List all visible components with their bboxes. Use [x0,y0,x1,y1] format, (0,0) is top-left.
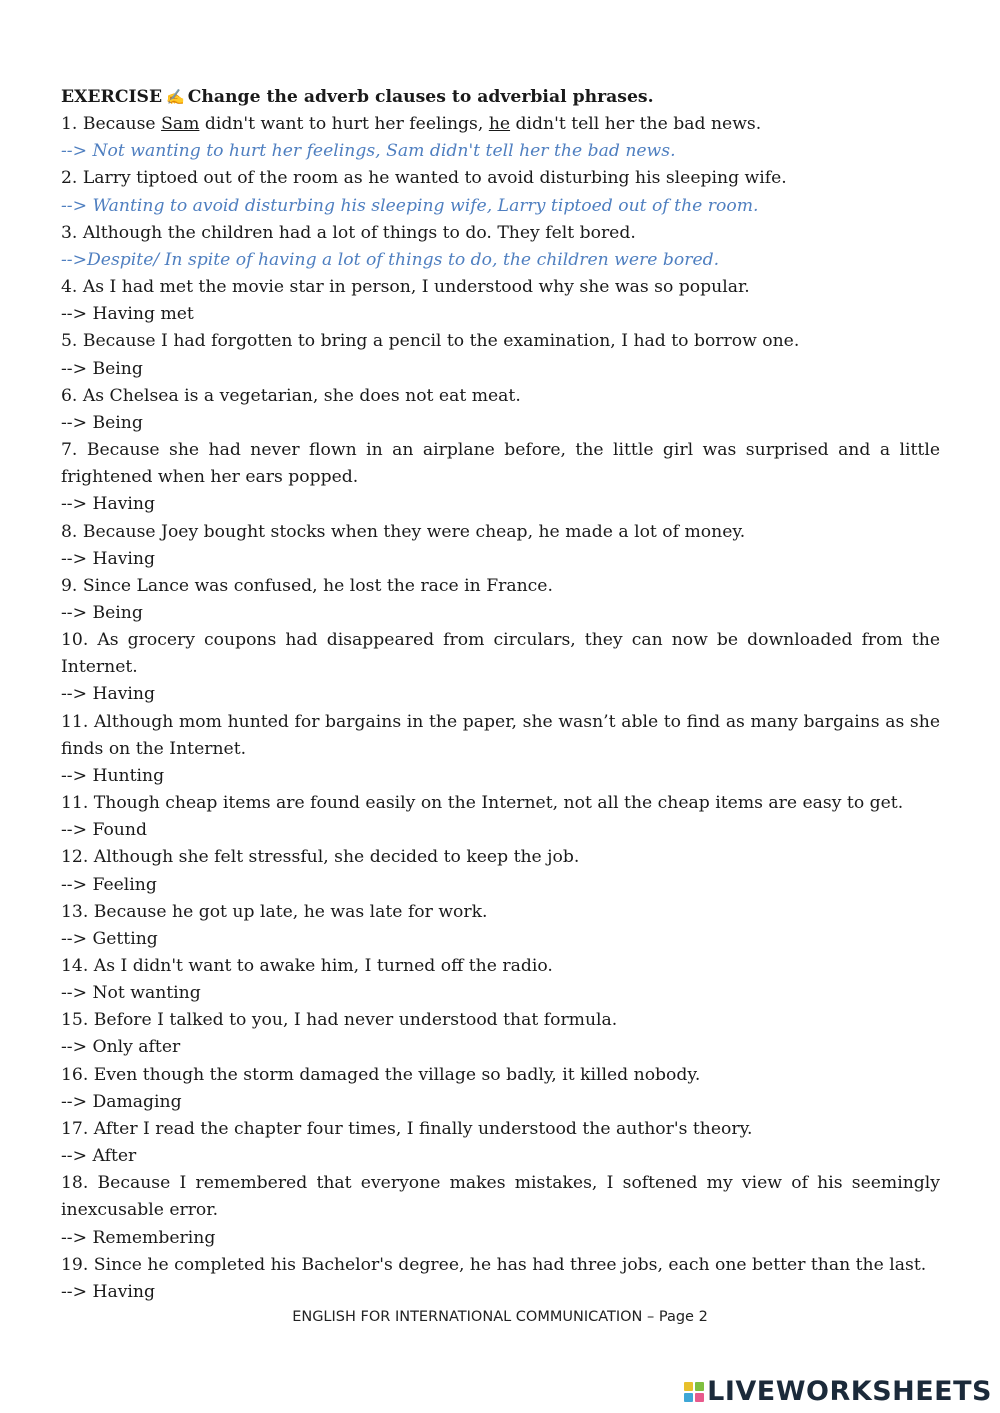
question-1-part-c: didn't tell her the bad news. [510,114,762,135]
page-footer: ENGLISH FOR INTERNATIONAL COMMUNICATION – Page 2 [292,1309,708,1325]
question-line: 19. Since he completed his Bachelor's degree, he has had three jobs, each one better than the last. [61,1254,927,1275]
question-line: 8. Because Joey bought stocks when they were cheap, he made a lot of money. [61,521,746,542]
exercise-title-prefix: EXERCISE [61,87,163,107]
answer-prompt-line: --> Hunting [61,765,165,786]
exercise-title-text: Change the adverb clauses to adverbial phrases. [187,87,654,107]
answer-prompt-line: --> Only after [61,1037,181,1058]
question-line: 10. As grocery coupons had disappeared from circulars, they can now be downloaded from the Internet. [61,630,940,678]
worksheet-body [61,84,940,1306]
logo-square-2 [695,1382,704,1391]
answer-prompt-line: --> Feeling [61,874,157,895]
question-1-underline-sam: Sam [161,114,200,135]
question-line: 14. As I didn't want to awake him, I turned off the radio. [61,956,553,976]
liveworksheets-logo-icon [684,1382,704,1402]
logo-square-3 [684,1393,693,1402]
question-line: 17. After I read the chapter four times, I finally understood the author's theory. [61,1118,753,1139]
answer-prompt-line: --> Having [61,494,155,515]
question-1-underline-he: he [488,114,511,135]
question-line: 15. Before I talked to you, I had never understood that formula. [61,1010,618,1031]
question-line: 16. Even though the storm damaged the village so badly, it killed nobody. [61,1064,701,1085]
question-line: 18. Because I remembered that everyone makes mistakes, I softened my view of his seemingly inexcusable error. [61,1173,940,1221]
question-line: 11. Though cheap items are found easily on the Internet, not all the cheap items are easy to get. [61,793,904,814]
question-line: 12. Although she felt stressful, she decided to keep the job. [61,847,580,868]
answer-prompt-line: --> Having met [61,304,194,325]
liveworksheets-brand[interactable] [684,1376,992,1407]
question-1-part-a: 1. Because [61,114,162,135]
logo-square-1 [684,1382,693,1391]
answer-prompt-line: --> After [61,1146,137,1167]
answer-prompt-line: --> Damaging [61,1091,182,1112]
writing-hand-icon: ✍ [166,88,185,106]
question-line: 2. Larry tiptoed out of the room as he wanted to avoid disturbing his sleeping wife. [61,168,787,189]
question-line: 4. As I had met the movie star in person, I understood why she was so popular. [61,277,750,298]
answer-line: --> Not wanting to hurt her feelings, Sam didn't tell her the bad news. [61,141,676,162]
question-line: 5. Because I had forgotten to bring a pencil to the examination, I had to borrow one. [61,331,800,352]
answer-prompt-line: --> Having [61,684,155,705]
answer-prompt-line: --> Having [61,1281,155,1302]
question-1-part-b: didn't want to hurt her feelings, [199,114,489,135]
logo-square-4 [695,1393,704,1402]
question-line: 7. Because she had never flown in an airplane before, the little girl was surprised and a little frightened when her ears popped. [61,440,940,488]
question-1 [61,111,940,138]
answer-prompt-line: --> Being [61,358,143,379]
brand-name: LIVEWORKSHEETS [707,1376,992,1407]
answer-prompt-line: --> Being [61,602,143,623]
question-line: 13. Because he got up late, he was late for work. [61,901,488,922]
question-line: 11. Although mom hunted for bargains in the paper, she wasn’t able to find as many bargains as she finds on the Internet. [61,711,940,759]
answer-prompt-line: --> Not wanting [61,983,201,1004]
answer-prompt-line: --> Remembering [61,1227,216,1248]
answer-prompt-line: --> Having [61,548,155,569]
answer-prompt-line: --> Being [61,412,143,433]
answer-line: -->Despite/ In spite of having a lot of things to do, the children were bored. [61,249,720,270]
question-line: 3. Although the children had a lot of things to do. They felt bored. [61,222,636,243]
question-line: 6. As Chelsea is a vegetarian, she does not eat meat. [61,385,521,406]
exercise-title [61,84,940,111]
exercise-lines [61,138,940,1306]
question-line: 9. Since Lance was confused, he lost the race in France. [61,575,553,596]
answer-prompt-line: --> Found [61,820,147,841]
answer-line: --> Wanting to avoid disturbing his sleeping wife, Larry tiptoed out of the room. [61,195,759,216]
answer-prompt-line: --> Getting [61,928,158,949]
